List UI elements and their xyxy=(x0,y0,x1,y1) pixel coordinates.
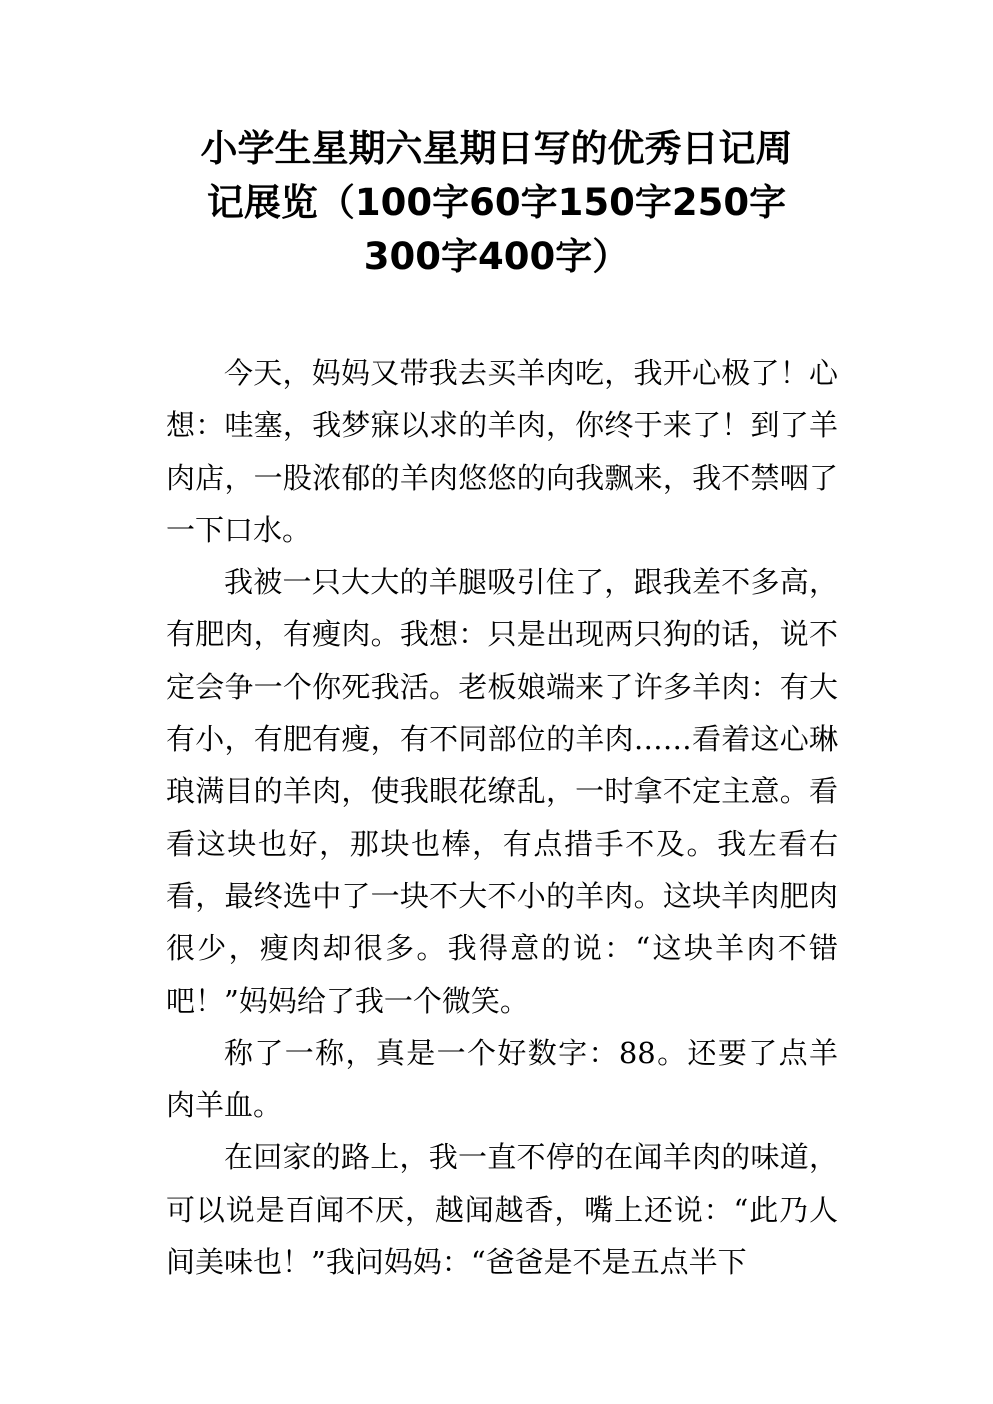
document-title xyxy=(150,122,843,284)
paragraph-1: 今天，妈妈又带我去买羊肉吃，我开心极了！心想：哇塞，我梦寐以求的羊肉，你终于来了！到了羊肉店，一股浓郁的羊肉悠悠的向我飘来，我不禁咽了一下口水。 xyxy=(166,356,838,547)
paragraph-3: 称了一称，真是一个好数字：88。还要了点羊肉羊血。 xyxy=(166,1035,838,1123)
paragraph-4: 在回家的路上，我一直不停的在闻羊肉的味道，可以说是百闻不厌，越闻越香，嘴上还说：“此乃人间美味也！”我问妈妈：“爸爸是不是五点半下 xyxy=(166,1140,838,1280)
title-line-2: 记展览（100字60字150字250字 xyxy=(206,181,787,224)
title-line-3: 300字400字） xyxy=(363,235,630,278)
document-body xyxy=(166,347,838,1288)
paragraph-2: 我被一只大大的羊腿吸引住了，跟我差不多高，有肥肉，有瘦肉。我想：只是出现两只狗的话，说不定会争一个你死我活。老板娘端来了许多羊肉：有大有小，有肥有瘦，有不同部位的羊肉……看着这心琳琅满目的羊肉，使我眼花缭乱，一时拿不定主意。看看这块也好，那块也棒，有点措手不及。我左看右看，最终选中了一块不大不小的羊肉。这块羊肉肥肉很少，瘦肉却很多。我得意的说：“这块羊肉不错吧！”妈妈给了我一个微笑。 xyxy=(166,565,838,1018)
title-line-1: 小学生星期六星期日写的优秀日记周 xyxy=(200,127,793,170)
